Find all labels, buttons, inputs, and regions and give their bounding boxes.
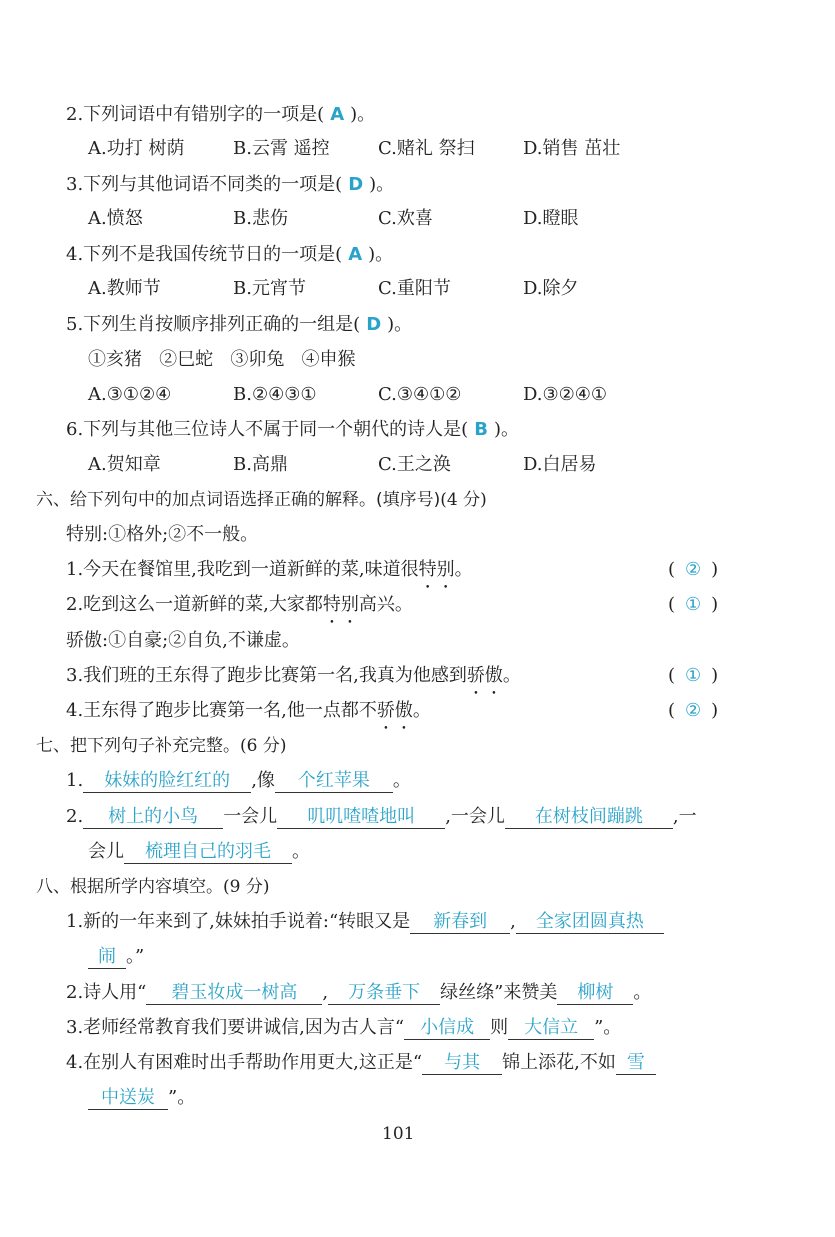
sec7-line-1	[66, 769, 411, 793]
q6-option-a: A.贺知章	[88, 454, 161, 475]
section-8-points: (9 分)	[223, 877, 270, 897]
emphasis-char: 别	[340, 594, 359, 615]
sec6-s1-text: 1.今天在餐馆里,我吃到一道新鲜的菜,味道很	[66, 559, 419, 580]
sec7-l3-blank-1: 梳理自己的羽毛	[124, 841, 292, 864]
emphasis-char: 别	[436, 559, 455, 580]
q5-items: ①亥猪 ②巳蛇 ③卯兔 ④申猴	[88, 349, 356, 370]
sec6-s2-text: 2.吃到这么一道新鲜的菜,大家都	[66, 594, 323, 615]
paren-close: )	[711, 559, 719, 580]
paren-open: (	[668, 700, 676, 721]
sec8-l2-mid: 绿丝绦”来赞美	[440, 982, 558, 1003]
sec6-s3-dotted-word	[467, 665, 503, 686]
q6-options	[88, 453, 668, 477]
q3-options	[88, 207, 668, 231]
emphasis-char: 傲	[394, 700, 413, 721]
section-6-title: 六、给下列句中的加点词语选择正确的解释。(填序号)	[36, 490, 441, 510]
sec7-line-2	[66, 805, 697, 829]
sec7-l1-blank-2: 个红苹果	[275, 770, 393, 793]
sec6-s2-dotted-word	[323, 594, 359, 615]
sec7-line-3	[88, 840, 310, 864]
emphasis-char: 傲	[484, 665, 503, 686]
q4-option-c: C.重阳节	[378, 278, 451, 299]
sec8-l1-blank-1: 新春到	[410, 911, 510, 934]
q2-stem-end: )。	[350, 104, 376, 125]
q6-option-c: C.王之涣	[378, 454, 451, 475]
q2-option-a: A.功打 树荫	[88, 138, 185, 159]
sec7-l3-text: 会儿	[88, 841, 124, 862]
sec8-l1-blank-2: 全家团圆真热	[516, 911, 664, 934]
sec6-sentence-2	[66, 593, 413, 617]
q4-option-d: D.除夕	[523, 278, 579, 299]
q4-stem	[66, 243, 393, 267]
sec7-l1-mid: ,像	[251, 770, 275, 791]
sec8-l1-text: 1.新的一年来到了,妹妹拍手说着:“转眼又是	[66, 911, 411, 932]
sec8-line-1b	[88, 945, 144, 969]
sec7-l1-number: 1.	[66, 770, 84, 791]
q5-option-d: D.③②④①	[523, 384, 608, 405]
sec7-l2-text-1: 一会儿	[223, 806, 278, 827]
sec7-l1-blank-1: 妹妹的脸红红的	[83, 770, 251, 793]
sec8-l2-blank-3: 柳树	[557, 982, 633, 1005]
q4-stem-text: 4.下列不是我国传统节日的一项是(	[66, 244, 343, 265]
sec7-l2-text-3: ,一	[672, 806, 697, 827]
q2-option-d: D.销售 茁壮	[523, 138, 621, 159]
section-7-points: (6 分)	[240, 736, 287, 756]
q6-answer: B	[474, 419, 488, 440]
sec7-l2-text-2: ,一会儿	[445, 806, 505, 827]
sec8-line-1	[66, 910, 664, 934]
sec6-s1-answer-box	[668, 558, 718, 582]
q2-options	[88, 137, 668, 161]
q3-stem-end: )。	[369, 174, 395, 195]
emphasis-char: 骄	[466, 665, 485, 686]
q5-option-a: A.③①②④	[88, 384, 172, 405]
paren-close: )	[711, 594, 719, 615]
sec6-s4-dotted-word	[377, 700, 413, 721]
section-7-title: 七、把下列句子补充完整。	[36, 736, 240, 756]
sec6-s2-answer-box	[668, 593, 718, 617]
q6-stem-end: )。	[493, 419, 519, 440]
sec8-l4b-blank: 中送炭	[88, 1087, 168, 1110]
sec7-l1-end: 。	[392, 770, 411, 791]
sec6-s1-answer: ②	[685, 559, 702, 580]
sec6-definition-2: 骄傲:①自豪;②自负,不谦虚。	[66, 630, 300, 651]
section-6-heading	[36, 488, 487, 512]
sec7-l2-blank-2: 叽叽喳喳地叫	[277, 806, 445, 829]
sec8-l3-end: ”。	[594, 1017, 622, 1038]
q5-option-c: C.③④①②	[378, 384, 462, 405]
paren-open: (	[668, 665, 676, 686]
q4-answer: A	[348, 244, 363, 265]
q4-option-a: A.教师节	[88, 278, 161, 299]
sec8-l4b-end: ”。	[168, 1087, 196, 1108]
paren-open: (	[668, 559, 676, 580]
section-8-heading	[36, 875, 269, 899]
sec6-s1-end: 。	[454, 559, 473, 580]
q5-stem-end: )。	[387, 314, 413, 335]
section-7-heading	[36, 734, 286, 758]
q5-stem	[66, 313, 412, 337]
sec8-l4-blank-1: 与其	[422, 1052, 502, 1075]
paren-close: )	[711, 700, 719, 721]
sec8-l2-sep: ,	[322, 982, 329, 1003]
sec6-s4-answer-box	[668, 699, 718, 723]
sec8-l2-blank-2: 万条垂下	[328, 982, 440, 1005]
emphasis-char: 特	[418, 559, 437, 580]
sec6-s2-answer: ①	[685, 594, 702, 615]
q6-option-b: B.高鼎	[233, 454, 288, 475]
sec8-line-4b	[88, 1086, 195, 1110]
q2-stem	[66, 103, 375, 127]
page-number: 101	[382, 1124, 415, 1144]
sec8-l1b-blank: 闹	[88, 946, 126, 969]
q5-answer: D	[366, 314, 382, 335]
sec8-l3-blank-1: 小信成	[404, 1017, 490, 1040]
q6-stem	[66, 418, 519, 442]
q5-option-b: B.②④③①	[233, 384, 317, 405]
sec8-l2-blank-1: 碧玉妆成一树高	[146, 982, 322, 1005]
q3-answer: D	[348, 174, 364, 195]
sec6-s3-text: 3.我们班的王东得了跑步比赛第一名,我真为他感到	[66, 665, 467, 686]
q4-stem-end: )。	[368, 244, 394, 265]
sec6-s4-answer: ②	[685, 700, 702, 721]
sec8-l3-mid: 则	[490, 1017, 509, 1038]
q3-option-b: B.悲伤	[233, 208, 288, 229]
sec7-l2-blank-3: 在树枝间蹦跳	[505, 806, 673, 829]
q2-answer: A	[330, 104, 345, 125]
q6-stem-text: 6.下列与其他三位诗人不属于同一个朝代的诗人是(	[66, 419, 469, 440]
sec6-definition-1: 特别:①格外;②不一般。	[66, 524, 259, 545]
sec7-l2-blank-1: 树上的小鸟	[83, 806, 223, 829]
sec7-l3-end: 。	[292, 841, 310, 862]
sec8-line-4	[66, 1051, 656, 1075]
sec8-l4-text: 4.在别人有困难时出手帮助作用更大,这正是“	[66, 1052, 423, 1073]
sec6-s3-answer-box	[668, 664, 718, 688]
sec8-l1-sep: ,	[510, 911, 516, 932]
emphasis-char: 骄	[376, 700, 395, 721]
q2-stem-text: 2.下列词语中有错别字的一项是(	[66, 104, 325, 125]
sec8-l3-blank-2: 大信立	[508, 1017, 594, 1040]
section-8-title: 八、根据所学内容填空。	[36, 877, 223, 897]
sec6-sentence-1	[66, 558, 473, 582]
sec6-sentence-4	[66, 699, 431, 723]
q3-option-c: C.欢喜	[378, 208, 433, 229]
sec8-l2-end: 。	[633, 982, 652, 1003]
sec7-l2-number: 2.	[66, 806, 84, 827]
emphasis-char: 特	[322, 594, 341, 615]
dotted-word	[419, 559, 455, 580]
sec6-s2-end: 高兴。	[358, 594, 413, 615]
q5-stem-text: 5.下列生肖按顺序排列正确的一组是(	[66, 314, 361, 335]
sec8-l1b-end: 。”	[126, 946, 145, 967]
q4-options	[88, 277, 668, 301]
sec6-sentence-3	[66, 664, 521, 688]
sec8-l4-mid: 锦上添花,不如	[502, 1052, 616, 1073]
paren-close: )	[711, 665, 719, 686]
sec8-line-2	[66, 981, 651, 1005]
q4-option-b: B.元宵节	[233, 278, 306, 299]
section-6-points: (4 分)	[440, 490, 487, 510]
sec6-s3-answer: ①	[685, 665, 702, 686]
q6-option-d: D.白居易	[523, 454, 597, 475]
sec6-s4-end: 。	[412, 700, 431, 721]
sec8-l3-text: 3.老师经常教育我们要讲诚信,因为古人言“	[66, 1017, 405, 1038]
q2-option-c: C.赌礼 祭扫	[378, 138, 475, 159]
q3-option-d: D.瞪眼	[523, 208, 579, 229]
sec6-s1-dotted-word	[419, 559, 455, 580]
sec8-l4-blank-2: 雪	[616, 1052, 656, 1075]
q2-option-b: B.云霄 遥控	[233, 138, 330, 159]
sec6-s3-end: 。	[502, 665, 521, 686]
q3-stem	[66, 173, 394, 197]
sec8-line-3	[66, 1016, 621, 1040]
sec8-l2-text: 2.诗人用“	[66, 982, 147, 1003]
q5-options	[88, 383, 668, 407]
sec6-s4-text: 4.王东得了跑步比赛第一名,他一点都不	[66, 700, 377, 721]
q3-stem-text: 3.下列与其他词语不同类的一项是(	[66, 174, 343, 195]
q3-option-a: A.愤怒	[88, 208, 143, 229]
paren-open: (	[668, 594, 676, 615]
